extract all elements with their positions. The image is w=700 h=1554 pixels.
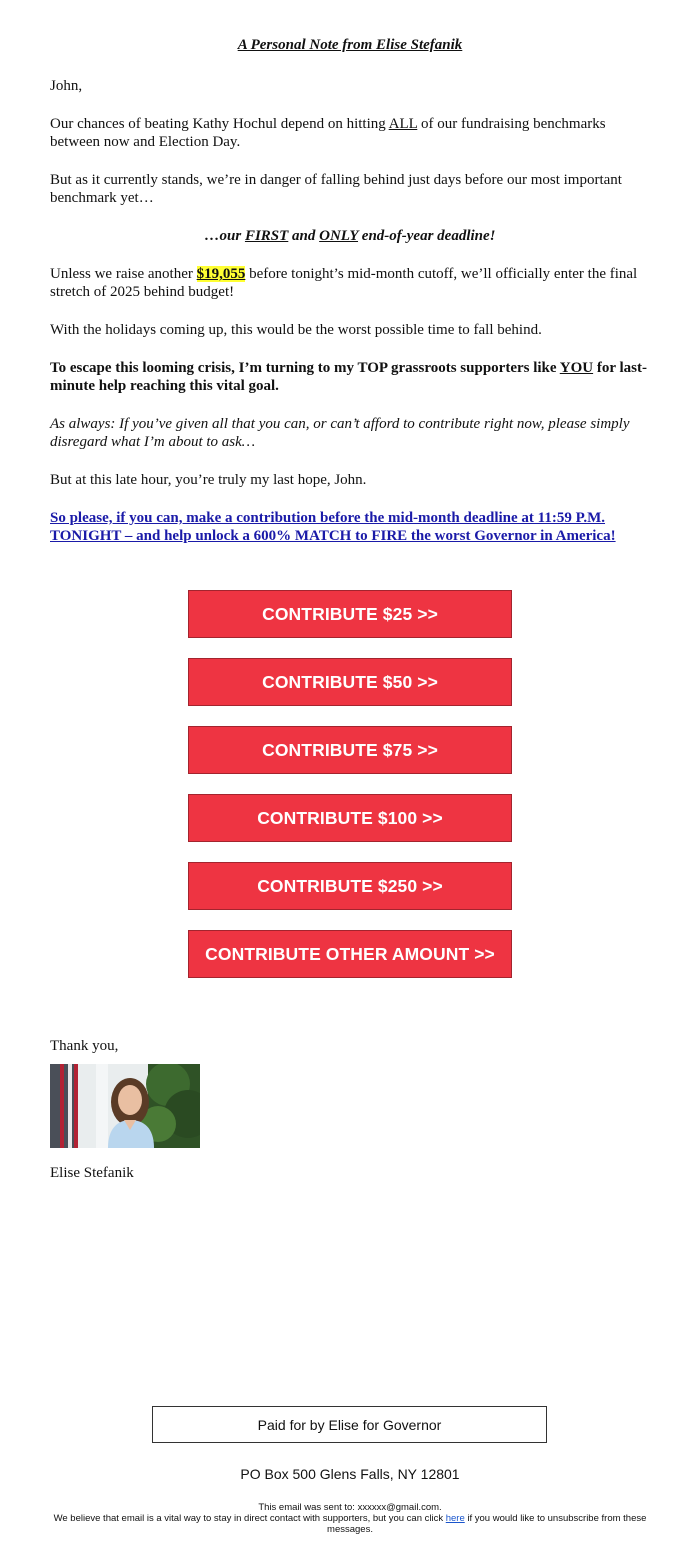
letter-title: A Personal Note from Elise Stefanik — [237, 37, 463, 53]
highlighted-amount: $19,055 — [196, 266, 246, 282]
contribute-25-button[interactable]: CONTRIBUTE $25 >> — [188, 590, 512, 638]
unsubscribe-link[interactable]: here — [445, 1513, 465, 1524]
paragraph-crisis: To escape this looming crisis, I’m turning to my TOP grassroots supporters like YOU for last-minute help reaching this vital goal. — [50, 360, 647, 394]
paragraph-holidays: With the holidays coming up, this would be the worst possible time to fall behind. — [50, 322, 542, 338]
thank-you: Thank you, — [50, 1038, 119, 1054]
contribute-50-button[interactable]: CONTRIBUTE $50 >> — [188, 658, 512, 706]
contribute-100-button[interactable]: CONTRIBUTE $100 >> — [188, 794, 512, 842]
cta-paragraph — [50, 509, 650, 545]
portrait-photo — [50, 1064, 200, 1148]
paid-for-box: Paid for by Elise for Governor — [152, 1406, 547, 1443]
mailing-address: PO Box 500 Glens Falls, NY 12801 — [240, 1466, 460, 1482]
contribute-250-button[interactable]: CONTRIBUTE $250 >> — [188, 862, 512, 910]
contribute-other-amount-button[interactable]: CONTRIBUTE OTHER AMOUNT >> — [188, 930, 512, 978]
paragraph-benchmarks: Our chances of beating Kathy Hochul depend on hitting ALL of our fundraising benchmarks between now and Election Day. — [50, 116, 606, 150]
paragraph-deadline: …our FIRST and ONLY end-of-year deadline! — [204, 228, 496, 244]
paragraph-last-hope: But at this late hour, you’re truly my last hope, John. — [50, 472, 367, 488]
greeting: John, — [50, 78, 83, 94]
paragraph-amount: Unless we raise another $19,055 before tonight’s mid-month cutoff, we’ll officially enter the final stretch of 2025 behind budget! — [50, 266, 638, 300]
paragraph-disclaimer: As always: If you’ve given all that you can, or can’t afford to contribute right now, please simply disregard what I’m about to ask… — [50, 416, 630, 450]
contribute-link[interactable]: So please, if you can, make a contribution before the mid-month deadline at 11:59 P.M. TONIGHT – and help unlock a 600% MATCH to FIRE the worst Governor in America! — [50, 510, 616, 544]
signature-name: Elise Stefanik — [50, 1165, 134, 1181]
sent-to-notice: This email was sent to: xxxxxx@gmail.com. — [258, 1502, 442, 1513]
contribute-75-button[interactable]: CONTRIBUTE $75 >> — [188, 726, 512, 774]
emphasis-all: ALL — [388, 116, 418, 132]
paragraph-danger: But as it currently stands, we’re in danger of falling behind just days before our most important benchmark yet… — [50, 172, 622, 206]
unsubscribe-notice: We believe that email is a vital way to stay in direct contact with supporters, but you can click here if you would like to unsubscribe from these messages. — [53, 1513, 647, 1535]
